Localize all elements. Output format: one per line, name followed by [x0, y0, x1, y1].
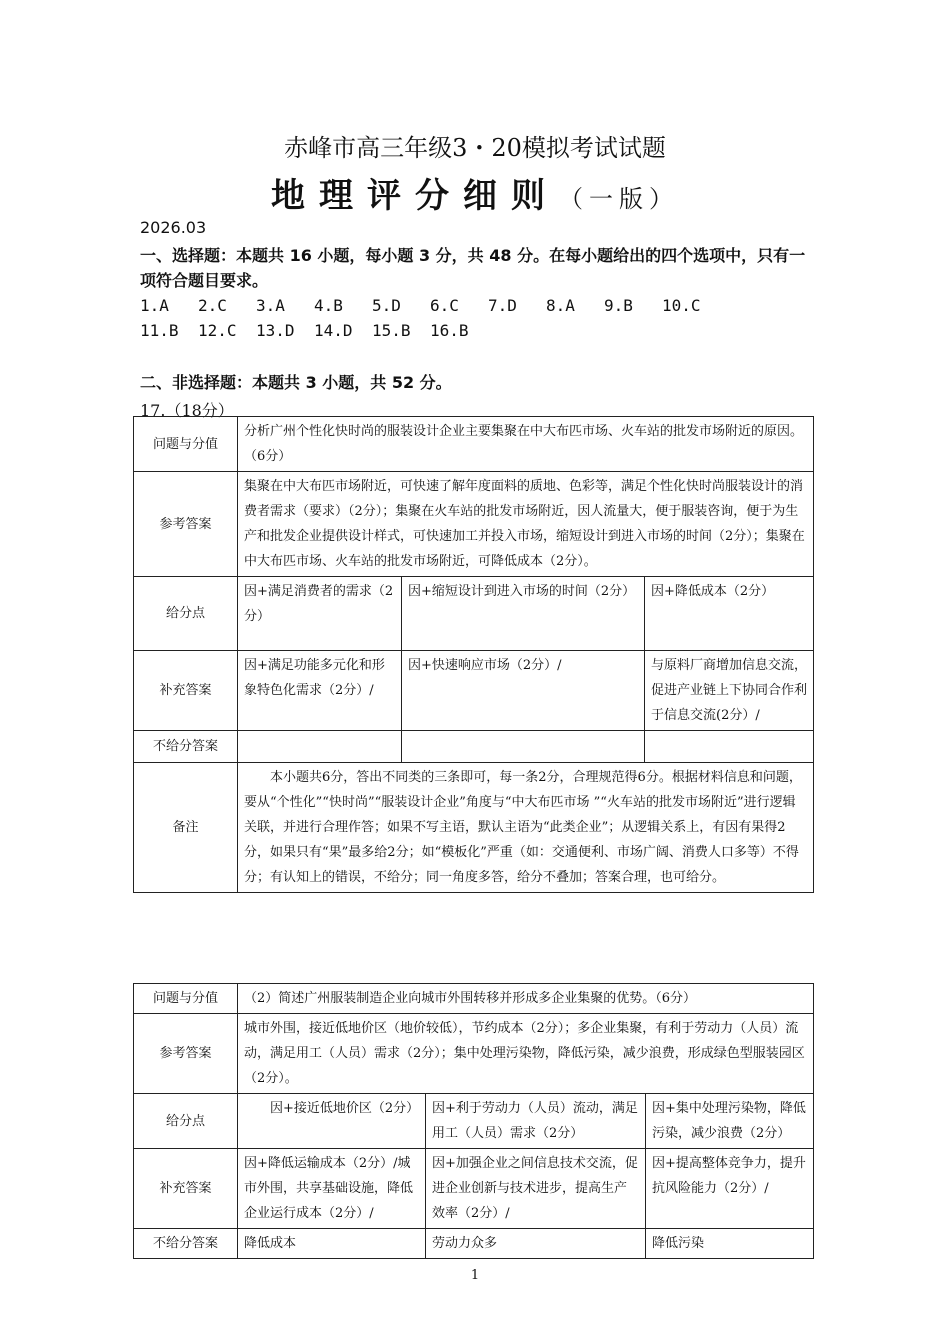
question-text: （2）简述广州服装制造企业向城市外围转移并形成多企业集聚的优势。（6分） [238, 984, 814, 1014]
answers-row-1 [140, 296, 720, 315]
table-row [134, 984, 814, 1014]
point-cell: 因+利于劳动力（人员）流动，满足用工（人员）需求（2分） [426, 1094, 646, 1149]
answer-item: 14.D [314, 321, 353, 340]
table-row [134, 1014, 814, 1094]
no-score-cell [238, 731, 402, 763]
table-row [134, 731, 814, 763]
answer-item: 12.C [198, 321, 237, 340]
no-score-cell: 劳动力众多 [426, 1229, 646, 1259]
point-cell: 因+接近低地价区（2分） [238, 1094, 426, 1149]
answers-row-2 [140, 321, 488, 340]
point-cell: 因+降低成本（2分） [645, 577, 814, 651]
row-label: 补充答案 [134, 651, 238, 731]
no-score-cell [402, 731, 645, 763]
table-row [134, 472, 814, 577]
supplement-cell: 因+快速响应市场（2分）/ [402, 651, 645, 731]
rubric-table-1 [133, 416, 814, 893]
answer-item: 6.C [430, 296, 459, 315]
answer-item: 13.D [256, 321, 295, 340]
answer-item: 9.B [604, 296, 633, 315]
section1-heading: 一、选择题：本题共 16 小题，每小题 3 分，共 48 分。在每小题给出的四个选项中，只有一项符合题目要求。 [140, 246, 806, 290]
question-text: 分析广州个性化快时尚的服装设计企业主要集聚在中大布匹市场、火车站的批发市场附近的原因。（6分） [238, 417, 814, 472]
reference-answer: 城市外围，接近低地价区（地价较低），节约成本（2分）；多企业集聚，有利于劳动力（人员）流动，满足用工（人员）需求（2分）；集中处理污染物，降低污染，减少浪费，形成绿色型服装园区（2分）。 [238, 1014, 814, 1094]
row-label: 参考答案 [134, 472, 238, 577]
point-cell: 因+满足消费者的需求（2分） [238, 577, 402, 651]
answer-item: 16.B [430, 321, 469, 340]
table-row [134, 1229, 814, 1259]
table-row [134, 763, 814, 893]
version-label: （一版） [559, 185, 679, 213]
point-cell: 因+集中处理污染物，降低污染，减少浪费（2分） [646, 1094, 814, 1149]
rubric-table-2 [133, 983, 814, 1259]
table-row [134, 577, 814, 651]
answer-item: 15.B [372, 321, 411, 340]
q17-label: 17.（18分） [140, 401, 234, 420]
table-row [134, 651, 814, 731]
row-label: 补充答案 [134, 1149, 238, 1229]
answer-item: 11.B [140, 321, 179, 340]
page-number: 1 [470, 1268, 480, 1283]
supplement-cell: 与原料厂商增加信息交流，促进产业链上下协同合作利于信息交流(2分）/ [645, 651, 814, 731]
row-label: 问题与分值 [134, 417, 238, 472]
row-label: 给分点 [134, 1094, 238, 1149]
supplement-cell: 因+加强企业之间信息技术交流，促进企业创新与技术进步，提高生产效率（2分）/ [426, 1149, 646, 1229]
table-row [134, 1149, 814, 1229]
point-cell: 因+缩短设计到进入市场的时间（2分） [402, 577, 645, 651]
rubric-title [0, 168, 950, 217]
row-label: 不给分答案 [134, 731, 238, 763]
answer-item: 10.C [662, 296, 701, 315]
supplement-cell: 因+提高整体竞争力，提升抗风险能力（2分）/ [646, 1149, 814, 1229]
no-score-cell: 降低污染 [646, 1229, 814, 1259]
reference-answer: 集聚在中大布匹市场附近，可快速了解年度面料的质地、色彩等，满足个性化快时尚服装设计的消费者需求（要求）（2分）；集聚在火车站的批发市场附近，因人流量大，便于服装咨询，便于为生产和批发企业提供设计样式，可快速加工并投入市场，缩短设计到进入市场的时间（2分）；集聚在中大布匹市场、火车站的批发市场附近，可降低成本（2分）。 [238, 472, 814, 577]
rubric-title-text: 地理评分细则 [271, 176, 559, 216]
no-score-cell: 降低成本 [238, 1229, 426, 1259]
row-label: 备注 [134, 763, 238, 893]
answer-item: 4.B [314, 296, 343, 315]
answer-item: 1.A [140, 296, 169, 315]
row-label: 不给分答案 [134, 1229, 238, 1259]
supplement-cell: 因+降低运输成本（2分）/城市外围，共享基础设施，降低企业运行成本（2分）/ [238, 1149, 426, 1229]
exam-title: 赤峰市高三年级3・20模拟考试试题 [284, 134, 666, 162]
answer-item: 7.D [488, 296, 517, 315]
row-label: 参考答案 [134, 1014, 238, 1094]
answer-item: 2.C [198, 296, 227, 315]
supplement-cell: 因+满足功能多元化和形象特色化需求（2分）/ [238, 651, 402, 731]
row-label: 给分点 [134, 577, 238, 651]
table-row [134, 1094, 814, 1149]
answer-item: 8.A [546, 296, 575, 315]
remark-text: 本小题共6分，答出不同类的三条即可，每一条2分，合理规范得6分。根据材料信息和问题，要从“个性化”“快时尚”“服装设计企业”角度与“中大布匹市场 ”“火车站的批发市场附近”进行逻辑关联，并进行合理作答；如果不写主语，默认主语为“此类企业”；从逻辑关系上，有因有果得2分，如果只有“果”最多给2分；如“模板化”严重（如：交通便利、市场广阔、消费人口多等）不得分；有认知上的错误，不给分；同一角度多答，给分不叠加；答案合理，也可给分。 [238, 763, 814, 893]
row-label: 问题与分值 [134, 984, 238, 1014]
table-row [134, 417, 814, 472]
answer-item: 3.A [256, 296, 285, 315]
no-score-cell [645, 731, 814, 763]
answer-item: 5.D [372, 296, 401, 315]
section2-heading: 二、非选择题：本题共 3 小题，共 52 分。 [140, 373, 452, 392]
exam-date: 2026.03 [140, 218, 207, 237]
